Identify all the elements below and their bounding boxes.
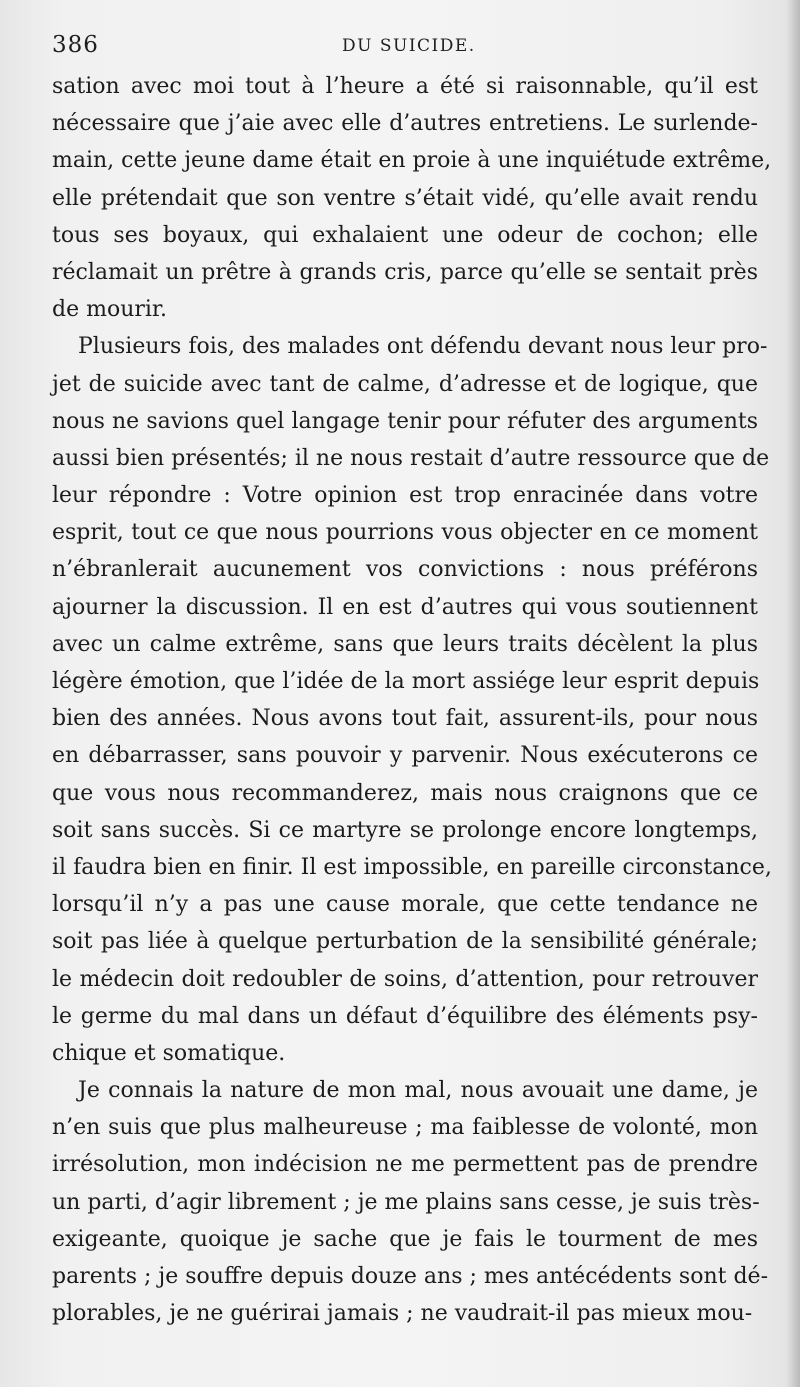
paragraph bbox=[52, 68, 772, 328]
text-line: que vous nous recommanderez, mais nous craignons que ce bbox=[52, 780, 758, 806]
text-line: chique et somatique. bbox=[52, 1040, 286, 1066]
text-line: avec un calme extrême, sans que leurs traits décèlent la plus bbox=[52, 631, 758, 657]
text-line: elle prétendait que son ventre s’était vidé, qu’elle avait rendu bbox=[52, 185, 758, 211]
text-line: parents ; je souffre depuis douze ans ; mes antécédents sont dé- bbox=[52, 1264, 768, 1289]
text-line: exigeante, quoique je sache que je fais le tourment de mes bbox=[52, 1226, 758, 1252]
text-line: tous ses boyaux, qui exhalaient une odeur de cochon; elle bbox=[52, 222, 758, 248]
text-line: sation avec moi tout à l’heure a été si raisonnable, qu’il est bbox=[52, 74, 758, 99]
text-line: lorsqu’il n’y a pas une cause morale, que cette tendance ne bbox=[52, 892, 758, 918]
paragraph bbox=[52, 1072, 768, 1332]
text-line: nécessaire que j’aie avec elle d’autres entretiens. Le surlende- bbox=[52, 111, 758, 137]
body-text bbox=[52, 68, 772, 1332]
text-line: en débarrasser, sans pouvoir y parvenir. Nous exécuterons ce bbox=[52, 743, 758, 769]
text-line: le germe du mal dans un défaut d’équilibre des éléments psy- bbox=[52, 1003, 758, 1029]
text-line: Plusieurs fois, des malades ont défendu devant nous leur pro- bbox=[78, 334, 768, 360]
text-line: il faudra bien en finir. Il est impossible, en pareille circonstance, bbox=[52, 854, 772, 880]
text-line: n’ébranlerait aucunement vos convictions : nous préférons bbox=[52, 557, 758, 583]
text-line: un parti, d’agir librement ; je me plains sans cesse, je suis très- bbox=[52, 1189, 760, 1215]
text-line: réclamait un prêtre à grands cris, parce qu’elle se sentait près bbox=[52, 259, 758, 285]
text-line: de mourir. bbox=[52, 297, 168, 323]
running-head: DU SUICIDE. bbox=[342, 36, 476, 56]
text-line: légère émotion, que l’idée de la mort assiége leur esprit depuis bbox=[52, 669, 760, 694]
text-line: Je connais la nature de mon mal, nous avouait une dame, je bbox=[78, 1078, 758, 1104]
text-line: ajourner la discussion. Il en est d’autres qui vous soutiennent bbox=[52, 594, 758, 620]
paragraph bbox=[52, 328, 772, 1072]
text-line: aussi bien présentés; il ne nous restait d’autre ressource que de bbox=[52, 445, 770, 471]
text-line: n’en suis que plus malheureuse ; ma faiblesse de volonté, mon bbox=[52, 1115, 758, 1141]
text-line: soit sans succès. Si ce martyre se prolonge encore longtemps, bbox=[52, 817, 758, 843]
text-line: leur répondre : Votre opinion est trop enracinée dans votre bbox=[52, 483, 758, 509]
page-header bbox=[52, 32, 757, 62]
text-line: soit pas liée à quelque perturbation de la sensibilité générale; bbox=[52, 929, 758, 955]
text-line: nous ne savions quel langage tenir pour réfuter des arguments bbox=[52, 408, 758, 434]
text-line: main, cette jeune dame était en proie à une inquiétude extrême, bbox=[52, 148, 772, 174]
text-line: jet de suicide avec tant de calme, d’adresse et de logique, que bbox=[52, 371, 758, 397]
text-line: esprit, tout ce que nous pourrions vous objecter en ce moment bbox=[52, 520, 758, 546]
text-line: plorables, je ne guérirai jamais ; ne vaudrait-il pas mieux mou- bbox=[52, 1301, 753, 1327]
text-line: irrésolution, mon indécision ne me permettent pas de prendre bbox=[52, 1152, 758, 1178]
page-edge-shadow bbox=[786, 0, 800, 1387]
text-line: le médecin doit redoubler de soins, d’attention, pour retrouver bbox=[52, 966, 758, 992]
page-number: 386 bbox=[52, 32, 99, 58]
text-line: bien des années. Nous avons tout fait, assurent-ils, pour nous bbox=[52, 706, 758, 732]
